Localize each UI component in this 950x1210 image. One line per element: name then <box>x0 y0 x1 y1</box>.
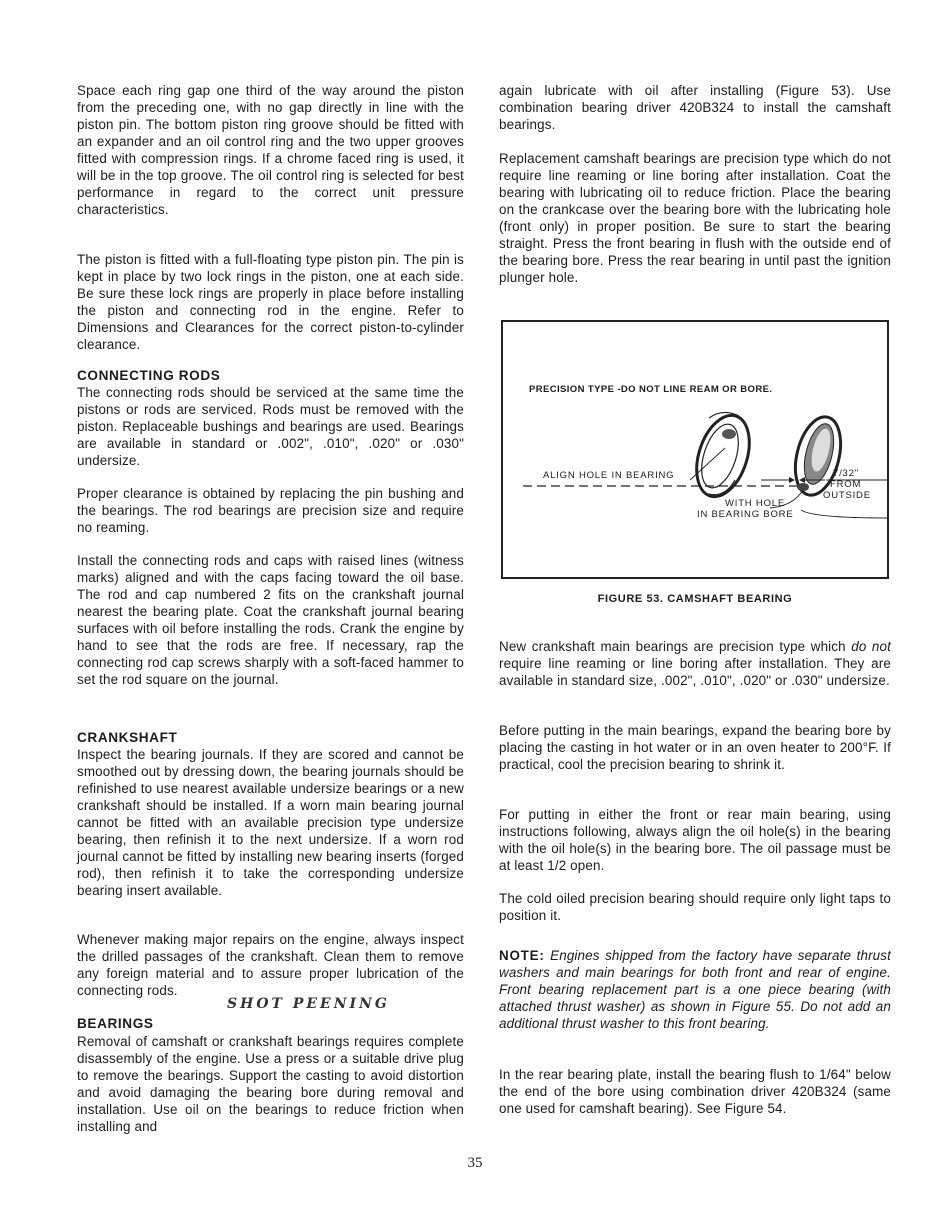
note-paragraph <box>499 947 891 1032</box>
paragraph-lubricate: again lubricate with oil after installing (Figure 53). Use combination bearing driver 420B324 to install the camshaft bearings. <box>499 83 891 132</box>
camshaft-bearing-illustration <box>503 322 887 577</box>
heading-connecting-rods: CONNECTING RODS <box>77 368 221 383</box>
paragraph-rear-bearing-plate: In the rear bearing plate, install the bearing flush to 1/64" below the end of the bore using combination driver 420B324 (same one used for camshaft bearing). See Figure 54. <box>499 1067 891 1116</box>
page-number: 35 <box>467 1155 483 1171</box>
label-in-bearing-bore: IN BEARING BORE <box>697 509 794 520</box>
handwritten-note: SHOT PEENING <box>227 996 390 1012</box>
paragraph-main-bearings <box>499 638 891 689</box>
figure-caption: FIGURE 53. CAMSHAFT BEARING <box>597 593 793 605</box>
heading-bearings: BEARINGS <box>77 1016 154 1031</box>
figure-53-box <box>501 320 889 579</box>
main-bearings-text-b: require line reaming or line boring after installation. They are available in standard size, .002", .010", .020" or .030" undersize. <box>499 656 891 688</box>
paragraph-bearing-removal: Removal of camshaft or crankshaft bearings requires complete disassembly of the engine. Use a press or a suitable drive plug to remove the bearings. Support the casting to avoid distortion and avoid damaging the bearing bore during removal and installation. Use oil on the bearings to reduce friction when installing and <box>77 1034 464 1134</box>
main-bearings-text-a: New crankshaft main bearings are precision type which <box>499 639 852 654</box>
heading-crankshaft: CRANKSHAFT <box>77 730 178 745</box>
label-align-hole: ALIGN HOLE IN BEARING <box>543 470 675 481</box>
paragraph-ring-gap: Space each ring gap one third of the way around the piston from the preceding one, with no gap directly in line with the piston pin. The bottom piston ring groove should be fitted with an expander and an oil control ring and the two upper grooves fitted with compression rings. If a chrome faced ring is used, it will be in the top groove. The oil control ring is selected for best performance in regard to the correct unit pressure characteristics. <box>77 83 464 217</box>
paragraph-align-oil-hole: For putting in either the front or rear main bearing, using instructions following, always align the oil hole(s) in the bearing with the oil hole(s) in the bearing bore. The oil passage must be at least 1/2 open. <box>499 807 891 873</box>
paragraph-connecting-rods: The connecting rods should be serviced at the same time the pistons or rods are serviced. Rods must be removed with the piston. Replaceable bushings and bearings are used. Bearings are available in standard or .002", .010", .020" or .030" undersize. <box>77 385 464 468</box>
paragraph-install-rods: Install the connecting rods and caps with raised lines (witness marks) aligned and with the caps facing toward the oil base. The rod and cap numbered 2 fits on the crankshaft journal nearest the bearing plate. Coat the crankshaft journal bearing surfaces with oil before installing the rods. Crank the engine by hand to see that the rods are free. If necessary, rap the connecting rod cap screws sharply with a soft-faced hammer to set the rod square on the journal. <box>77 553 464 687</box>
note-body: Engines shipped from the factory have separate thrust washers and main bearings for both front and rear of engine. Front bearing replacement part is a one piece bearing (with attached thrust washer) as shown in Figure 55. Do not add an additional thrust washer to this front bearing. <box>499 948 891 1031</box>
label-outside: OUTSIDE <box>823 490 871 501</box>
label-from: FROM <box>830 479 862 490</box>
label-dimension: 7/32" <box>833 468 859 479</box>
paragraph-major-repairs: Whenever making major repairs on the engine, always inspect the drilled passages of the crankshaft. Clean them to remove any foreign material and to assure proper lubrication of the connecting rods. <box>77 932 464 998</box>
paragraph-crankshaft: Inspect the bearing journals. If they are scored and cannot be smoothed out by dressing down, the bearing journals should be refinished to use nearest available undersize bearings or a new crankshaft should be installed. If a worn main bearing journal cannot be fitted with an available precision type undersize bearing, then refinish it to the next undersize. If a worn rod journal cannot be fitted by installing new bearing inserts (forged rod), then refinish it to take the corresponding undersize bearing insert available. <box>77 747 464 898</box>
note-label: NOTE: <box>499 948 545 963</box>
paragraph-cold-oiled: The cold oiled precision bearing should require only light taps to position it. <box>499 891 891 923</box>
label-with-hole: WITH HOLE <box>725 498 785 509</box>
main-bearings-emphasis: do not <box>851 639 891 654</box>
paragraph-camshaft-bearings: Replacement camshaft bearings are precision type which do not require line reaming or line boring after installation. Coat the bearing with lubricating oil to reduce friction. Place the bearing on the crankcase over the bearing bore with the lubricating hole (front only) in proper position. Be sure to start the bearing straight. Press the front bearing in flush with the outside end of the bearing bore. Press the rear bearing in until past the ignition plunger hole. <box>499 151 891 285</box>
paragraph-proper-clearance: Proper clearance is obtained by replacing the pin bushing and the bearings. The rod bearings are precision size and require no reaming. <box>77 486 464 535</box>
paragraph-piston-pin: The piston is fitted with a full-floating type piston pin. The pin is kept in place by two lock rings in the piston, one at each side. Be sure these lock rings are properly in place before installing the piston and connecting rod in the engine. Refer to Dimensions and Clearances for the correct piston-to-cylinder clearance. <box>77 252 464 352</box>
paragraph-expand-bore: Before putting in the main bearings, expand the bearing bore by placing the casting in hot water or in an oven heater to 200°F. If practical, cool the precision bearing to shrink it. <box>499 723 891 772</box>
figure-title: PRECISION TYPE -DO NOT LINE REAM OR BORE. <box>529 384 773 395</box>
